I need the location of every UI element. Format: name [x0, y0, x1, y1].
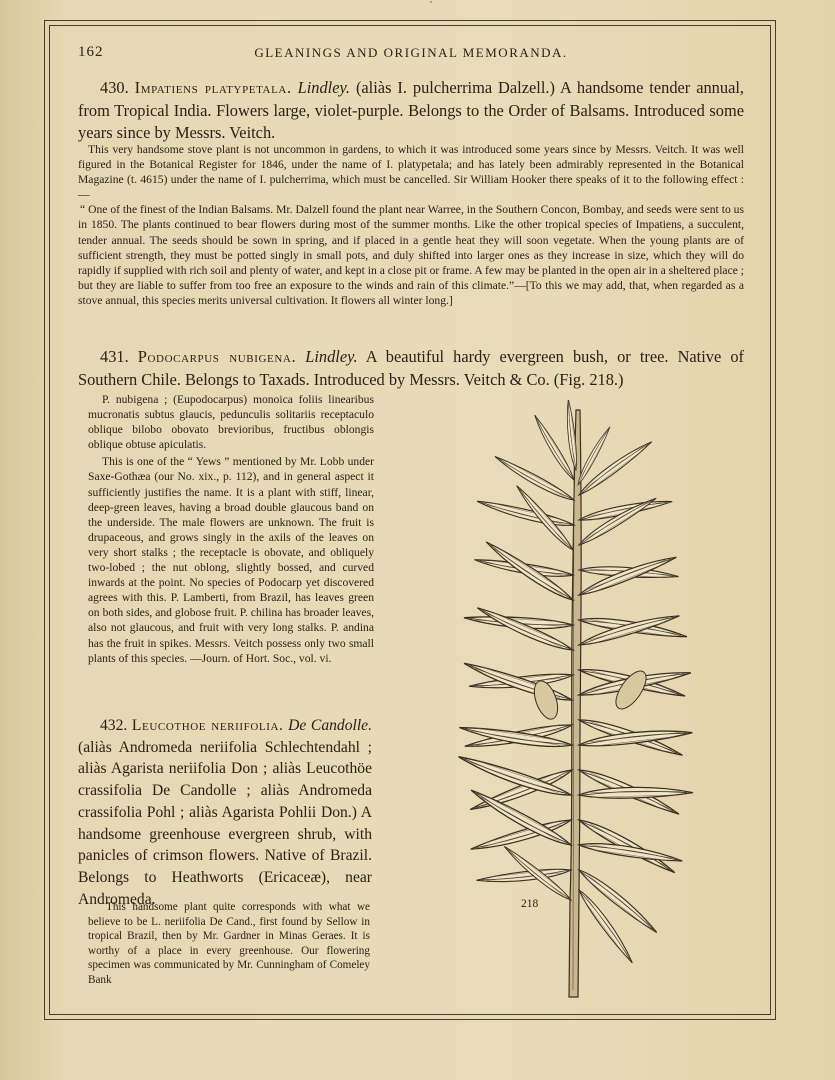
entry-431-heading [78, 346, 744, 391]
entry-432-authority: De Candolle. [288, 717, 373, 734]
entry-430-quote: “ One of the finest of the Indian Balsams. Mr. Dalzell found the plant near Warree, in the Southern Concon, Bombay, and seeds were sent to us in 1850. The plants continued to bear flowers during most of the summer months. Like the other tropical species of Impatiens, a succulent, tender annual. The seeds should be sown in spring, and if placed in a gentle heat they will soon vegetate. When the young plants are of sufficient strength, they must be potted singly in small pots, and duly shifted into larger ones as they increase in size, which they will do rapidly if supplied with rich soil and plenty of water, and kept in a close pit or frame. A few may be planted in the open air in a sheltered place ; but they are liable to suffer from too free an exposure to the winds and rain of this climate.”—[To this we may add, that, when regarded as a stove annual, this species merits universal cultivation. It flowers all winter long.] [78, 203, 744, 307]
entry-430-name: Impatiens platypetala. [134, 78, 292, 97]
entry-431-number: 431. [100, 347, 129, 366]
entry-431-name: Podocarpus nubigena. [137, 347, 297, 366]
entry-430-number: 430. [100, 78, 129, 97]
entry-431-body [88, 392, 374, 666]
entry-431-paragraph: This is one of the “ Yews ” mentioned by Mr. Lobb under Saxe-Gothæa (our No. xix., p. 112), and in general aspect it sufficiently justifies the name. It is a plant with stiff, linear, deep-green leaves, having a broad double glaucous band on the underside. The male flowers are unknown. The fruit is drupaceous, and grows singly in the axils of the leaves on very short stalks ; the receptacle is obovate, and obliquely two-lobed ; the nut oblong, slightly bossed, and curved inwards at the point. No species of Podocarp yet discovered agrees with this. P. Lamberti, from Brazil, has leaves green on both sides, and globose fruit. P. chilina has broader leaves, also not glaucous, and fruit with very long stalks. P. andina has the fruit in spikes. Messrs. Veitch possess only two small plants of this species. —Journ. of Hort. Soc., vol. vi. [88, 455, 374, 665]
entry-432-body [88, 900, 370, 988]
entry-432-heading [78, 715, 372, 910]
running-title: GLEANINGS AND ORIGINAL MEMORANDA. [254, 45, 568, 60]
entry-432-description: (aliàs Andromeda neriifolia Schlechtendahl ; aliàs Agarista neriifolia Don ; aliàs Leucothöe crassifolia De Candolle ; aliàs Andromeda crassifolia Pohl ; aliàs Agarista Pohlii Don.) A handsome greenhouse evergreen shrub, with panicles of crimson flowers. Native of Brazil. Belongs to Heathworts (Ericaceæ), near Andromeda. [78, 738, 372, 908]
entry-430-heading [78, 77, 744, 145]
entry-432-number: 432. [100, 717, 128, 734]
ink-mark: ′ [430, 0, 433, 11]
page-number: 162 [78, 44, 104, 60]
entry-431-authority: Lindley. [305, 347, 358, 366]
figure-218-podocarpus-engraving [390, 400, 735, 1000]
page-header [78, 44, 744, 64]
entry-430-authority: Lindley. [297, 78, 350, 97]
entry-431-description: A beautiful hardy evergreen bush, or tree. Native of Southern Chile. Belongs to Taxads. Introduced by Messrs. Veitch & Co. (Fig. 218.) [78, 347, 744, 389]
entry-432-name: Leucothoe neriifolia. [131, 717, 284, 734]
entry-431-latin-diagnosis: P. nubigena ; (Eupodocarpus) monoica foliis linearibus mucronatis subtus glaucis, pedunculis solitariis receptaculo oblique bilobo obovato brevioribus, fructibus oblongis oblique obtuse apiculatis. [88, 393, 374, 452]
entry-430-paragraph: This very handsome stove plant is not uncommon in gardens, to which it was introduced some years since by Messrs. Veitch. It was well figured in the Botanical Register for 1846, under the name of I. platypetala; and has lately been admirably represented in the Botanical Magazine (t. 4615) under the name of I. pulcherrima, which must be cancelled. Sir William Hooker there speaks of it to the following effect :— [78, 143, 744, 202]
figure-caption: 218 [521, 898, 539, 910]
entry-430-description: (aliàs I. pulcherrima Dalzell.) A handsome tender annual, from Tropical India. Flowers large, violet-purple. Belongs to the Order of Balsams. Introduced some years since by Messrs. Veitch. [78, 78, 744, 142]
entry-432-paragraph: This handsome plant quite corresponds with what we believe to be L. neriifolia De Cand., first found by Sellow in tropical Brazil, then by Mr. Gardner in Minas Geraes. It is worthy of a place in every greenhouse. Our flowering specimen was communicated by Mr. Cunningham of Comeley Bank [88, 901, 370, 986]
entry-430-body [78, 142, 744, 308]
